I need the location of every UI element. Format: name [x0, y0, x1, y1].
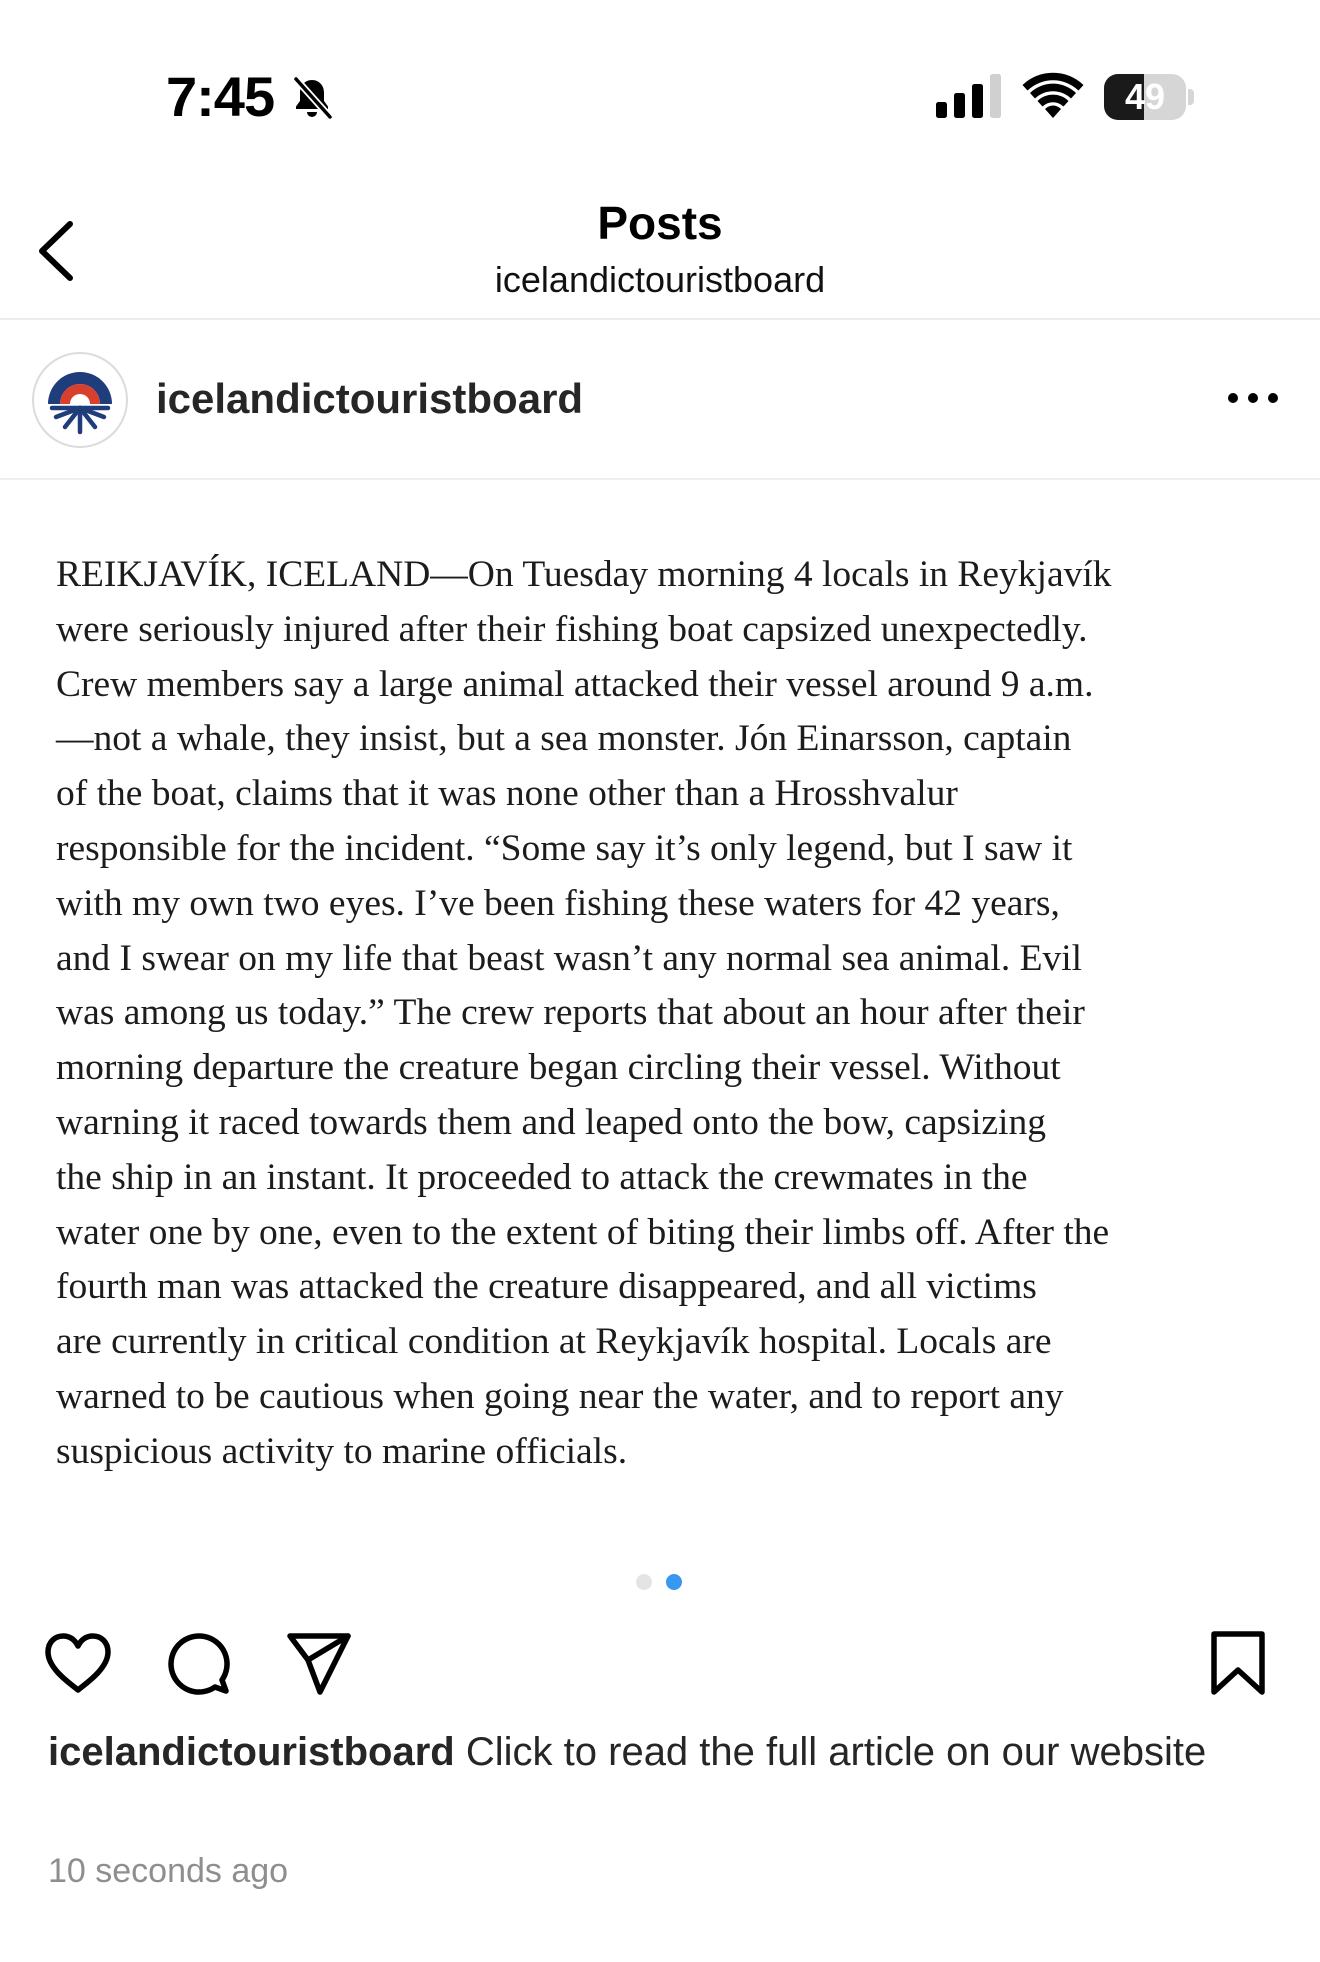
more-horizontal-icon[interactable]: [1224, 378, 1282, 418]
share-icon[interactable]: [284, 1628, 356, 1700]
wifi-icon: [1022, 72, 1084, 120]
caption-username[interactable]: icelandictouristboard: [48, 1730, 455, 1774]
article-line: suspicious activity to marine officials.: [56, 1430, 628, 1472]
battery-nub: [1188, 89, 1194, 105]
battery-level: 49: [1124, 76, 1166, 117]
article-line: responsible for the incident. “Some say it’s only legend, but I saw it: [56, 827, 1073, 869]
status-bar: [0, 0, 1320, 150]
carousel-indicator: [634, 1572, 690, 1592]
bookmark-icon[interactable]: [1206, 1628, 1270, 1700]
article-line: water one by one, even to the extent of biting their limbs off. After the: [56, 1211, 1110, 1253]
cellular-signal-icon: [936, 74, 1002, 118]
article-line: was among us today.” The crew reports that about an hour after their: [56, 992, 1085, 1034]
post-header: [0, 320, 1320, 480]
status-time: 7:45: [166, 65, 275, 128]
article-line: are currently in critical condition at Reykjavík hospital. Locals are: [56, 1321, 1052, 1363]
article-line: warned to be cautious when going near the water, and to report any: [56, 1375, 1064, 1417]
article-line: of the boat, claims that it was none other than a Hrosshvalur: [56, 773, 958, 815]
article-line: the ship in an instant. It proceeded to attack the crewmates in the: [56, 1156, 1028, 1198]
caption-text: Click to read the full article on our website: [465, 1730, 1207, 1774]
battery-icon: [1104, 74, 1194, 120]
post-caption: [48, 1728, 1228, 1776]
article-line: morning departure the creature began circling their vessel. Without: [56, 1047, 1061, 1089]
page-title: Posts: [597, 197, 723, 249]
nav-header: [0, 150, 1320, 320]
carousel-dot: [636, 1574, 652, 1590]
article-text: [56, 548, 1296, 1480]
article-line: Crew members say a large animal attacked their vessel around 9 a.m.: [56, 663, 1094, 705]
avatar[interactable]: [32, 352, 128, 448]
article-line: with my own two eyes. I’ve been fishing these waters for 42 years,: [56, 882, 1060, 924]
article-line: fourth man was attacked the creature disappeared, and all victims: [56, 1266, 1037, 1308]
page-subtitle[interactable]: icelandictouristboard: [494, 259, 826, 300]
article-line: —not a whale, they insist, but a sea monster. Jón Einarsson, captain: [56, 718, 1072, 760]
article-line: REIKJAVÍK, ICELAND—On Tuesday morning 4 locals in Reykjavík: [56, 554, 1112, 595]
article-line: and I swear on my life that beast wasn’t any normal sea animal. Evil: [56, 937, 1083, 979]
post-timestamp: 10 seconds ago: [48, 1852, 289, 1890]
heart-icon[interactable]: [42, 1628, 114, 1700]
post-username[interactable]: icelandictouristboard: [156, 375, 584, 422]
comment-icon[interactable]: [162, 1628, 234, 1700]
battery-body: [1104, 74, 1186, 120]
article-line: were seriously injured after their fishing boat capsized unexpectedly.: [56, 608, 1088, 650]
carousel-dot-active: [666, 1574, 682, 1590]
bell-slash-icon: [288, 74, 336, 122]
article-line: warning it raced towards them and leaped onto the bow, capsizing: [56, 1101, 1046, 1143]
